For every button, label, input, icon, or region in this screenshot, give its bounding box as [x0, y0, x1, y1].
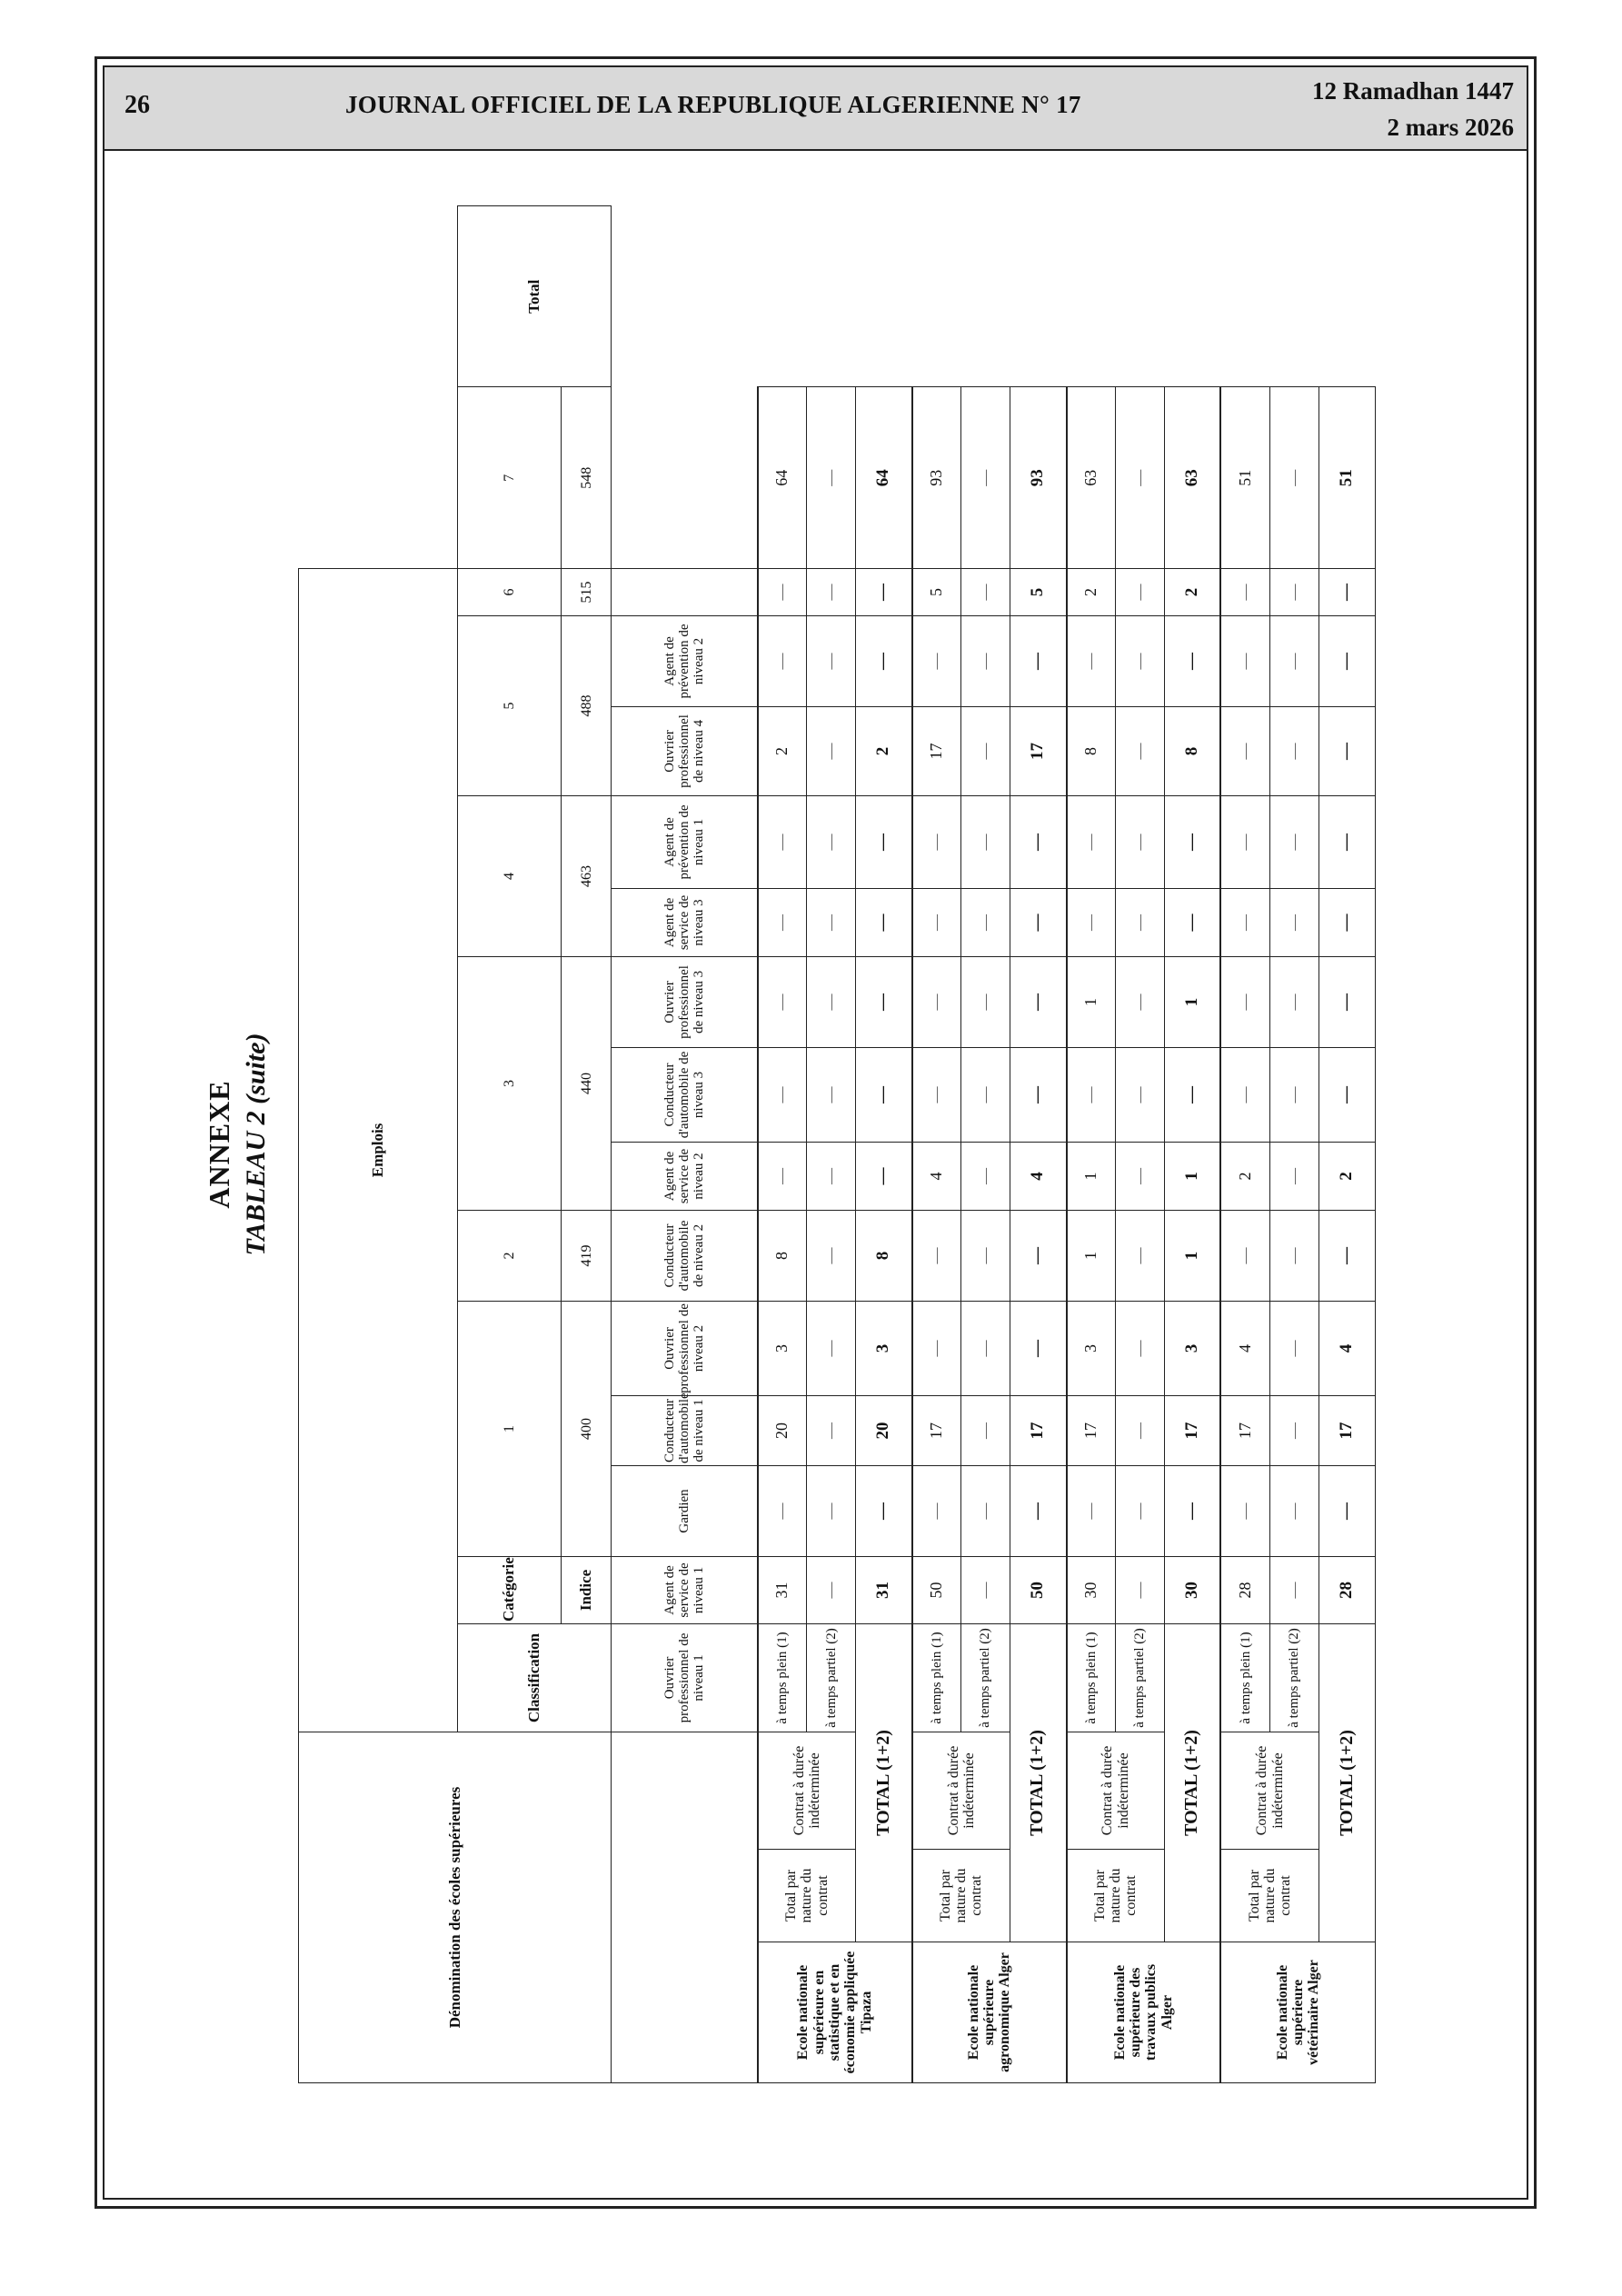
- emplois-labels-row: [612, 206, 758, 2083]
- value-cell: —: [1115, 1395, 1164, 1465]
- total-cell: —: [1010, 1210, 1067, 1301]
- value-cell: 28: [1220, 1556, 1269, 1623]
- total-cell: 31: [856, 1556, 912, 1623]
- value-cell: —: [961, 1047, 1010, 1142]
- total-cell: 28: [1318, 1556, 1375, 1623]
- total-cell: —: [856, 615, 912, 706]
- total-cell: 30: [1164, 1556, 1220, 1623]
- temps-plein-label: à temps plein (1): [1220, 1623, 1269, 1732]
- total-cell: 3: [1164, 1301, 1220, 1395]
- total-cell: —: [856, 1142, 912, 1210]
- total-cell: 63: [1164, 387, 1220, 568]
- total-cell: —: [1010, 615, 1067, 706]
- value-cell: —: [807, 706, 856, 795]
- page-number: 26: [124, 91, 150, 119]
- header-date: [1312, 73, 1514, 145]
- value-cell: —: [1067, 1465, 1116, 1556]
- value-cell: —: [912, 795, 961, 888]
- value-cell: —: [961, 1301, 1010, 1395]
- value-cell: 20: [758, 1395, 807, 1465]
- date-hijri: 12 Ramadhan 1447: [1311, 77, 1514, 105]
- school-row-plein: [758, 206, 807, 2083]
- school-name: Ecole nationale supérieure vétérinaire Alger: [1220, 1942, 1375, 2083]
- school-row-total: [856, 206, 912, 2083]
- value-cell: —: [961, 888, 1010, 956]
- school-row-total: [1010, 206, 1067, 2083]
- temps-partiel-label: à temps partiel (2): [1269, 1623, 1318, 1732]
- value-cell: —: [1269, 568, 1318, 615]
- total-cell: —: [1164, 795, 1220, 888]
- value-cell: —: [758, 795, 807, 888]
- journal-header: [104, 67, 1527, 151]
- value-cell: 4: [1220, 1301, 1269, 1395]
- value-cell: —: [912, 1301, 961, 1395]
- value-cell: 1: [1067, 1142, 1116, 1210]
- value-cell: —: [961, 1142, 1010, 1210]
- value-cell: —: [912, 1210, 961, 1301]
- value-cell: —: [1067, 795, 1116, 888]
- value-cell: —: [961, 615, 1010, 706]
- total-par-nature-label: Total par nature du contrat: [912, 1850, 1010, 1942]
- value-cell: —: [1220, 795, 1269, 888]
- emploi-label: Ouvrier professionnel de niveau 1: [612, 1623, 758, 1732]
- value-cell: 3: [1067, 1301, 1116, 1395]
- contrat-label: Contrat à durée indéterminée: [1067, 1732, 1165, 1849]
- total-cell: 2: [1318, 1142, 1375, 1210]
- value-cell: —: [1115, 615, 1164, 706]
- emploi-label: Ouvrier professionnel de niveau 3: [612, 956, 758, 1047]
- value-cell: —: [1115, 1047, 1164, 1142]
- value-cell: —: [807, 1210, 856, 1301]
- journal-title: JOURNAL OFFICIEL DE LA REPUBLIQUE ALGERIENNE N° 17: [345, 91, 1081, 118]
- value-cell: —: [961, 1210, 1010, 1301]
- total-cell: —: [856, 795, 912, 888]
- total-12-label: TOTAL (1+2): [1318, 1623, 1375, 1942]
- rotated-annex: [194, 205, 1380, 2083]
- value-cell: —: [1220, 706, 1269, 795]
- value-cell: —: [807, 615, 856, 706]
- emploi-label: Agent de prévention de niveau 1: [612, 795, 758, 888]
- total-cell: 17: [1164, 1395, 1220, 1465]
- indice-440: 440: [562, 956, 612, 1210]
- value-cell: —: [807, 795, 856, 888]
- value-cell: —: [807, 568, 856, 615]
- total-cell: —: [1164, 1047, 1220, 1142]
- total-cell: 1: [1164, 1210, 1220, 1301]
- total-12-label: TOTAL (1+2): [1164, 1623, 1220, 1942]
- annex-heading: [194, 205, 294, 2083]
- emplois-spacer: [612, 1732, 758, 2082]
- category-5: 5: [457, 615, 562, 795]
- value-cell: —: [807, 1301, 856, 1395]
- value-cell: —: [1115, 1465, 1164, 1556]
- category-4: 4: [457, 795, 562, 956]
- value-cell: —: [912, 956, 961, 1047]
- indice-515: 515: [562, 568, 612, 615]
- school-row-total: [1164, 206, 1220, 2083]
- value-cell: 2: [758, 706, 807, 795]
- total-cell: 51: [1318, 387, 1375, 568]
- total-cell: 17: [1318, 1395, 1375, 1465]
- total-12-label: TOTAL (1+2): [856, 1623, 912, 1942]
- value-cell: —: [758, 956, 807, 1047]
- value-cell: —: [1067, 615, 1116, 706]
- value-cell: —: [912, 1047, 961, 1142]
- total-cell: —: [1318, 1210, 1375, 1301]
- value-cell: —: [1220, 956, 1269, 1047]
- total-cell: 2: [856, 706, 912, 795]
- total-cell: 1: [1164, 1142, 1220, 1210]
- value-cell: 51: [1220, 387, 1269, 568]
- value-cell: —: [1115, 1301, 1164, 1395]
- value-cell: —: [758, 1047, 807, 1142]
- value-cell: —: [758, 888, 807, 956]
- value-cell: —: [961, 1465, 1010, 1556]
- total-cell: 1: [1164, 956, 1220, 1047]
- total-cell: 3: [856, 1301, 912, 1395]
- value-cell: 17: [912, 706, 961, 795]
- total-cell: 4: [1318, 1301, 1375, 1395]
- value-cell: —: [1269, 1142, 1318, 1210]
- value-cell: 93: [912, 387, 961, 568]
- categorie-header: Catégorie: [457, 1556, 562, 1623]
- total-cell: —: [1318, 1047, 1375, 1142]
- total-cell: —: [1318, 888, 1375, 956]
- total-cell: —: [1318, 615, 1375, 706]
- value-cell: —: [1115, 888, 1164, 956]
- total-cell: —: [1010, 1047, 1067, 1142]
- total-cell: —: [1318, 706, 1375, 795]
- school-name: Ecole nationale supérieure des travaux publics Alger: [1067, 1942, 1221, 2083]
- emploi-label: Ouvrier professionnel de niveau 4: [612, 706, 758, 795]
- value-cell: —: [1115, 1142, 1164, 1210]
- total-cell: —: [1318, 568, 1375, 615]
- total-cell: 17: [1010, 1395, 1067, 1465]
- temps-plein-label: à temps plein (1): [1067, 1623, 1116, 1732]
- value-cell: 17: [912, 1395, 961, 1465]
- total-cell: —: [1318, 795, 1375, 888]
- value-cell: —: [1115, 1210, 1164, 1301]
- category-7: 7: [457, 387, 562, 568]
- value-cell: —: [1220, 568, 1269, 615]
- school-row-plein: [912, 206, 961, 2083]
- value-cell: —: [1067, 1047, 1116, 1142]
- value-cell: —: [1269, 706, 1318, 795]
- total-cell: 17: [1010, 706, 1067, 795]
- total-12-label: TOTAL (1+2): [1010, 1623, 1067, 1942]
- value-cell: 1: [1067, 1210, 1116, 1301]
- value-cell: —: [1220, 888, 1269, 956]
- category-1: 1: [457, 1301, 562, 1556]
- emploi-label: Conducteur d'automobile de niveau 1: [612, 1395, 758, 1465]
- value-cell: —: [807, 387, 856, 568]
- emploi-label: Conducteur d'automobile de niveau 3: [612, 1047, 758, 1142]
- total-par-nature-label: Total par nature du contrat: [758, 1850, 856, 1942]
- value-cell: —: [912, 888, 961, 956]
- value-cell: —: [1269, 387, 1318, 568]
- value-cell: —: [1269, 1210, 1318, 1301]
- category-2: 2: [457, 1210, 562, 1301]
- value-cell: —: [1269, 795, 1318, 888]
- value-cell: —: [961, 387, 1010, 568]
- total-par-nature-label: Total par nature du contrat: [1220, 1850, 1318, 1942]
- total-cell: 4: [1010, 1142, 1067, 1210]
- value-cell: —: [961, 956, 1010, 1047]
- annex-title: ANNEXE: [203, 1080, 235, 1209]
- value-cell: —: [807, 1047, 856, 1142]
- contrat-label: Contrat à durée indéterminée: [912, 1732, 1010, 1849]
- total-cell: —: [1010, 888, 1067, 956]
- value-cell: —: [1269, 1047, 1318, 1142]
- value-cell: —: [1115, 956, 1164, 1047]
- value-cell: —: [961, 1395, 1010, 1465]
- indice-488: 488: [562, 615, 612, 795]
- value-cell: 64: [758, 387, 807, 568]
- category-3: 3: [457, 956, 562, 1210]
- indice-548: 548: [562, 387, 612, 568]
- school-row-plein: [1220, 206, 1269, 2083]
- total-par-nature-label: Total par nature du contrat: [1067, 1850, 1165, 1942]
- value-cell: —: [807, 1556, 856, 1623]
- value-cell: —: [912, 615, 961, 706]
- value-cell: 2: [1220, 1142, 1269, 1210]
- value-cell: 50: [912, 1556, 961, 1623]
- value-cell: —: [758, 568, 807, 615]
- value-cell: —: [1220, 1465, 1269, 1556]
- value-cell: —: [807, 1142, 856, 1210]
- indice-419: 419: [562, 1210, 612, 1301]
- total-cell: —: [1010, 795, 1067, 888]
- school-name: Ecole nationale supérieure en statistique et en économie appliquée Tipaza: [758, 1942, 912, 2083]
- emplois-header: Emplois: [299, 568, 458, 1732]
- value-cell: —: [1115, 706, 1164, 795]
- value-cell: —: [1269, 615, 1318, 706]
- value-cell: —: [1269, 1465, 1318, 1556]
- total-header: Total: [457, 206, 612, 387]
- temps-partiel-label: à temps partiel (2): [961, 1623, 1010, 1732]
- school-row-plein: [1067, 206, 1116, 2083]
- emploi-label: Conducteur d'automobile de niveau 2: [612, 1210, 758, 1301]
- total-cell: 8: [1164, 706, 1220, 795]
- value-cell: 4: [912, 1142, 961, 1210]
- indice-header: Indice: [562, 1556, 612, 1623]
- value-cell: —: [1115, 795, 1164, 888]
- value-cell: —: [1115, 568, 1164, 615]
- total-cell: —: [1164, 888, 1220, 956]
- school-name: Ecole nationale supérieure agronomique Alger: [912, 1942, 1067, 2083]
- value-cell: 17: [1220, 1395, 1269, 1465]
- temps-plein-label: à temps plein (1): [912, 1623, 961, 1732]
- value-cell: —: [1220, 1210, 1269, 1301]
- value-cell: —: [807, 1395, 856, 1465]
- total-cell: 93: [1010, 387, 1067, 568]
- value-cell: —: [758, 615, 807, 706]
- total-cell: —: [856, 1465, 912, 1556]
- total-cell: —: [856, 888, 912, 956]
- value-cell: —: [1269, 888, 1318, 956]
- total-cell: 8: [856, 1210, 912, 1301]
- annex-subtitle: TABLEAU 2 (suite): [241, 1033, 271, 1256]
- value-cell: —: [1269, 956, 1318, 1047]
- value-cell: —: [1269, 1301, 1318, 1395]
- value-cell: 8: [1067, 706, 1116, 795]
- value-cell: 8: [758, 1210, 807, 1301]
- total-cell: —: [1010, 1465, 1067, 1556]
- total-cell: —: [856, 1047, 912, 1142]
- value-cell: —: [1067, 888, 1116, 956]
- school-row-total: [1318, 206, 1375, 2083]
- value-cell: —: [961, 1556, 1010, 1623]
- indice-463: 463: [562, 795, 612, 956]
- total-cell: —: [856, 956, 912, 1047]
- staffing-table: [298, 205, 1376, 2083]
- value-cell: 31: [758, 1556, 807, 1623]
- value-cell: 63: [1067, 387, 1116, 568]
- value-cell: —: [1269, 1556, 1318, 1623]
- total-cell: —: [1164, 1465, 1220, 1556]
- value-cell: 17: [1067, 1395, 1116, 1465]
- emplois-row: [299, 206, 458, 2083]
- total-cell: —: [1164, 615, 1220, 706]
- value-cell: —: [758, 1142, 807, 1210]
- emploi-label: Agent de prévention de niveau 2: [612, 615, 758, 706]
- contrat-label: Contrat à durée indéterminée: [758, 1732, 856, 1849]
- total-cell: —: [1010, 1301, 1067, 1395]
- value-cell: —: [1115, 1556, 1164, 1623]
- value-cell: —: [961, 706, 1010, 795]
- emploi-label: Gardien: [612, 1465, 758, 1556]
- date-gregorian: 2 mars 2026: [1387, 114, 1514, 141]
- total-cell: —: [856, 568, 912, 615]
- value-cell: 2: [1067, 568, 1116, 615]
- value-cell: —: [961, 568, 1010, 615]
- total-cell: 64: [856, 387, 912, 568]
- category-6: 6: [457, 568, 562, 615]
- value-cell: —: [961, 795, 1010, 888]
- value-cell: 30: [1067, 1556, 1116, 1623]
- value-cell: —: [758, 1465, 807, 1556]
- value-cell: 3: [758, 1301, 807, 1395]
- total-cell: —: [1318, 956, 1375, 1047]
- value-cell: —: [1220, 615, 1269, 706]
- classification-header: Classification: [457, 1623, 612, 1732]
- total-cell: —: [1010, 956, 1067, 1047]
- value-cell: —: [1220, 1047, 1269, 1142]
- temps-plein-label: à temps plein (1): [758, 1623, 807, 1732]
- indice-400: 400: [562, 1301, 612, 1556]
- value-cell: —: [807, 1465, 856, 1556]
- value-cell: —: [1269, 1395, 1318, 1465]
- value-cell: —: [912, 1465, 961, 1556]
- total-spacer: [612, 568, 758, 615]
- denomination-header: Dénomination des écoles supérieures: [299, 1732, 612, 2082]
- temps-partiel-label: à temps partiel (2): [807, 1623, 856, 1732]
- total-cell: 2: [1164, 568, 1220, 615]
- emploi-label: Agent de service de niveau 2: [612, 1142, 758, 1210]
- value-cell: 5: [912, 568, 961, 615]
- emploi-label: Agent de service de niveau 3: [612, 888, 758, 956]
- value-cell: —: [807, 956, 856, 1047]
- emploi-label: Agent de service de niveau 1: [612, 1556, 758, 1623]
- contrat-label: Contrat à durée indéterminée: [1220, 1732, 1318, 1849]
- total-cell: 20: [856, 1395, 912, 1465]
- value-cell: 1: [1067, 956, 1116, 1047]
- total-cell: 5: [1010, 568, 1067, 615]
- emploi-label: Ouvrier professionnel de niveau 2: [612, 1301, 758, 1395]
- total-cell: 50: [1010, 1556, 1067, 1623]
- temps-partiel-label: à temps partiel (2): [1115, 1623, 1164, 1732]
- total-cell: —: [1318, 1465, 1375, 1556]
- value-cell: —: [807, 888, 856, 956]
- value-cell: —: [1115, 387, 1164, 568]
